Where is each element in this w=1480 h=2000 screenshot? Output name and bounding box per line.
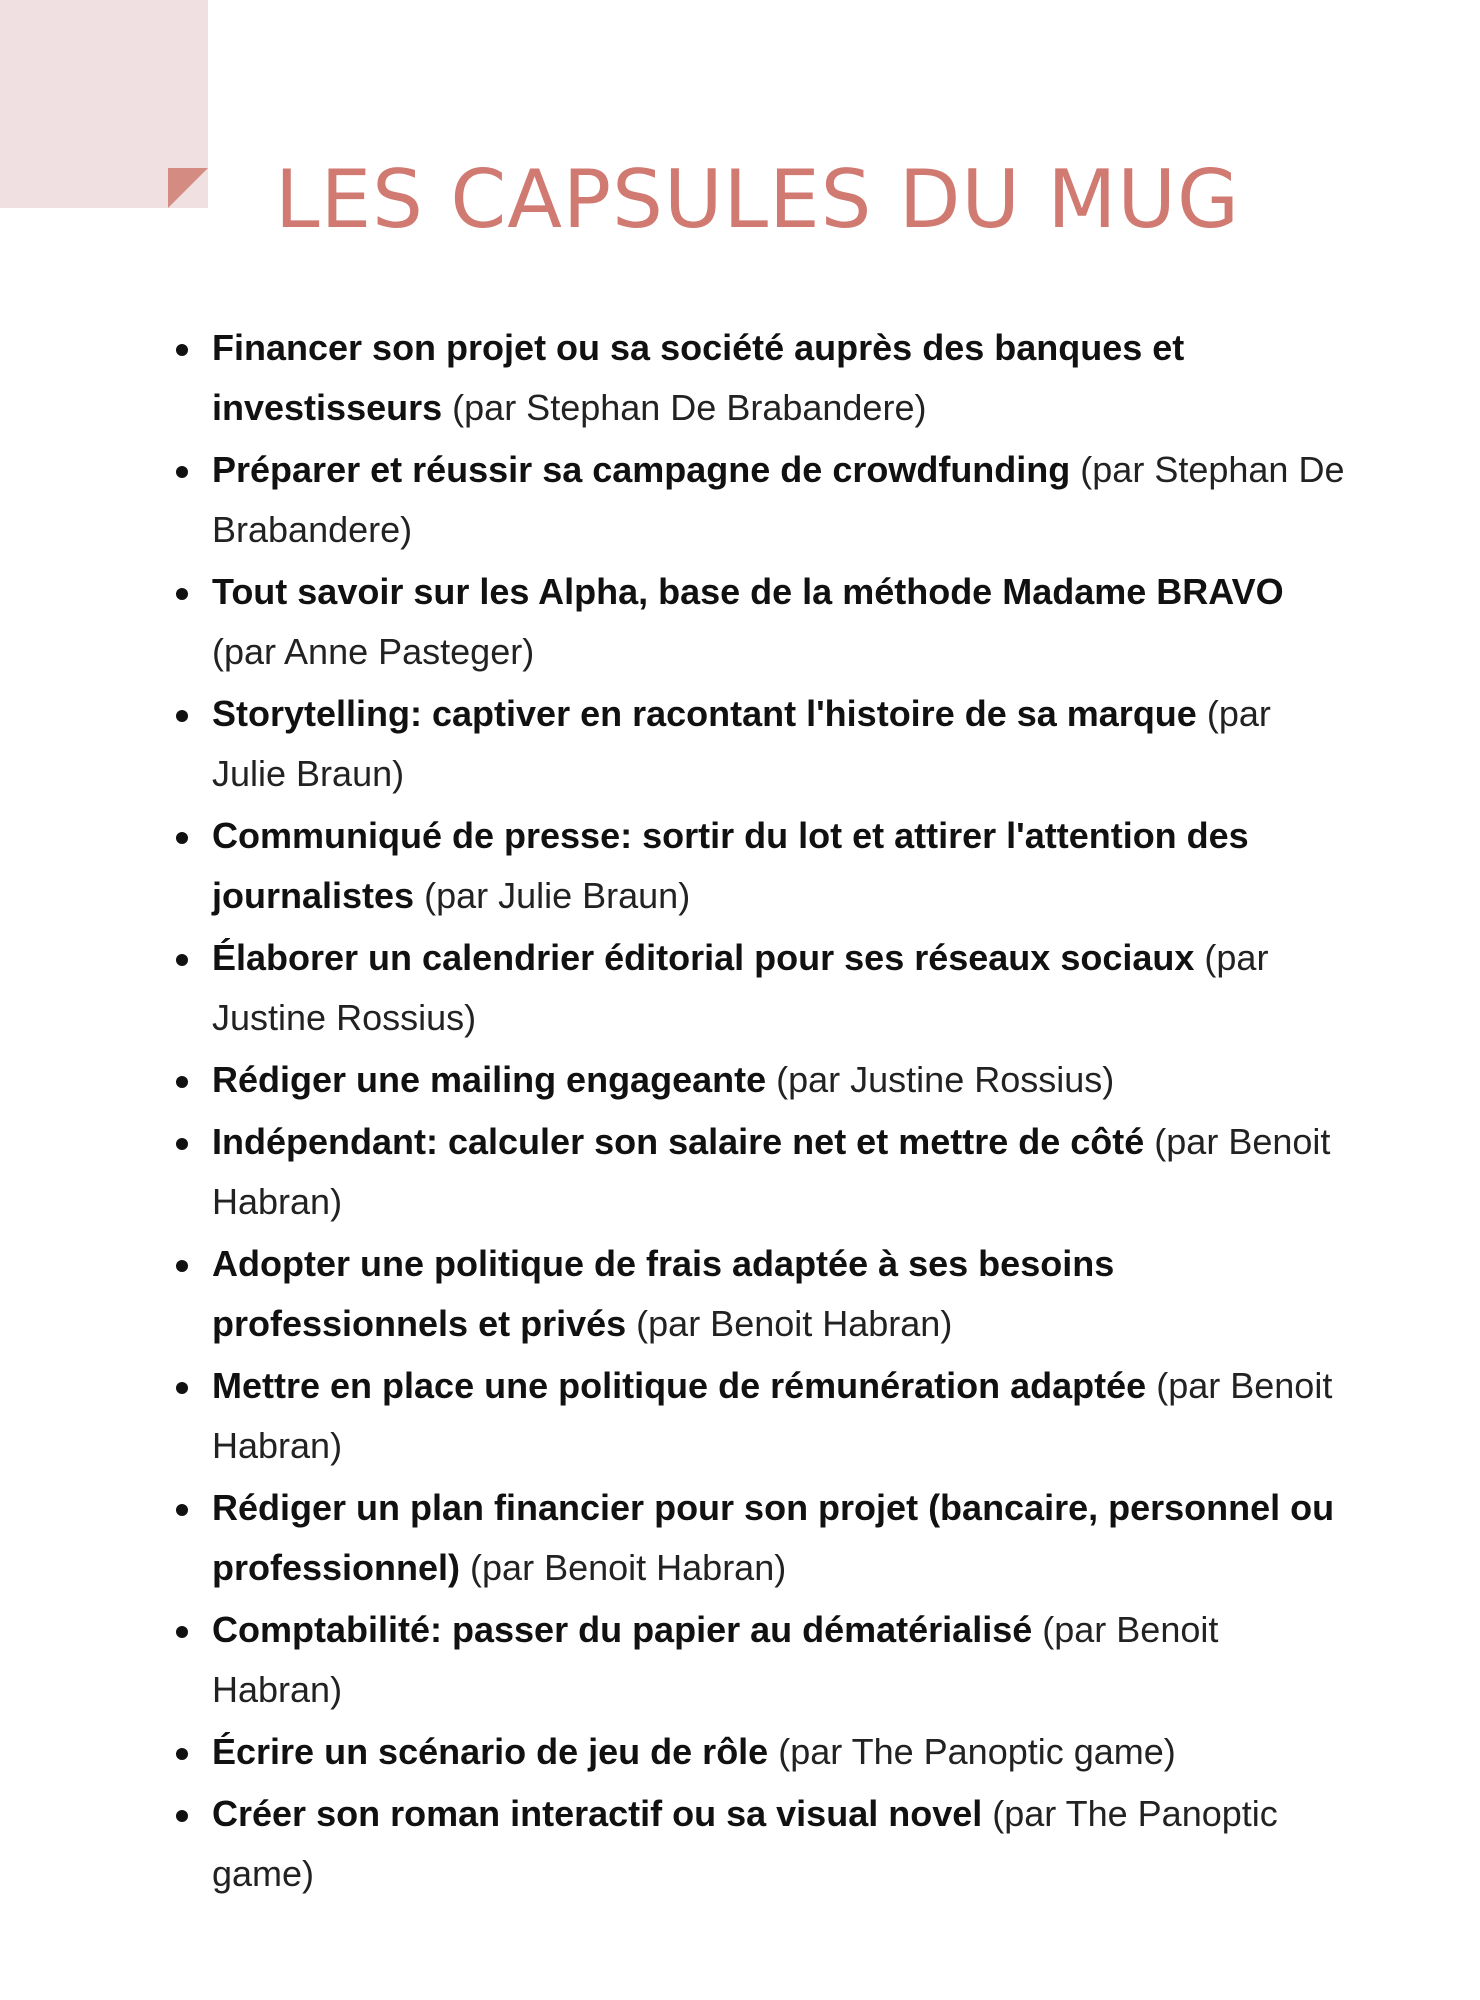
page-title: LES CAPSULES DU MUG (275, 153, 1240, 246)
list-item (170, 1600, 1350, 1720)
list-item (170, 1356, 1350, 1476)
capsule-title: Storytelling: captiver en racontant l'histoire de sa marque (212, 693, 1197, 734)
capsule-author: (par Benoit Habran) (636, 1303, 953, 1344)
capsule-author: (par Julie Braun) (424, 875, 691, 916)
list-item (170, 1478, 1350, 1598)
capsule-title: Financer son projet ou sa société auprès des banques et investisseurs (212, 327, 1185, 428)
capsule-title: Communiqué de presse: sortir du lot et attirer l'attention des journalistes (212, 815, 1249, 916)
capsule-title: Préparer et réussir sa campagne de crowdfunding (212, 449, 1071, 490)
capsule-author: (par Anne Pasteger) (212, 631, 535, 672)
list-item (170, 928, 1350, 1048)
list-item (170, 684, 1350, 804)
capsule-title: Mettre en place une politique de rémunération adaptée (212, 1365, 1147, 1406)
bullet-icon (176, 466, 188, 478)
capsule-title: Rédiger un plan financier pour son projet (bancaire, personnel ou professionnel) (212, 1487, 1335, 1588)
capsule-author: (par Benoit Habran) (470, 1547, 787, 1588)
capsule-author: (par Stephan De Brabandere) (452, 387, 927, 428)
bullet-icon (176, 588, 188, 600)
capsule-title: Comptabilité: passer du papier au dématérialisé (212, 1609, 1033, 1650)
bullet-icon (176, 344, 188, 356)
capsule-list (170, 318, 1350, 1906)
list-item (170, 1784, 1350, 1904)
capsule-title: Écrire un scénario de jeu de rôle (212, 1731, 769, 1772)
capsule-author: (par Benoit Habran) (212, 1365, 1333, 1466)
bullet-icon (176, 1626, 188, 1638)
capsule-title: Créer son roman interactif ou sa visual novel (212, 1793, 983, 1834)
list-item (170, 440, 1350, 560)
capsule-author: (par Justine Rossius) (776, 1059, 1115, 1100)
bullet-icon (176, 832, 188, 844)
list-item (170, 562, 1350, 682)
corner-fold-triangle (168, 168, 208, 208)
bullet-icon (176, 1810, 188, 1822)
bullet-icon (176, 1260, 188, 1272)
capsule-title: Élaborer un calendrier éditorial pour ses réseaux sociaux (212, 937, 1195, 978)
list-item (170, 806, 1350, 926)
capsule-author: (par Julie Braun) (212, 693, 1271, 794)
bullet-icon (176, 954, 188, 966)
capsule-author: (par Stephan De Brabandere) (212, 449, 1345, 550)
capsule-title: Indépendant: calculer son salaire net et mettre de côté (212, 1121, 1145, 1162)
capsule-author: (par Benoit Habran) (212, 1121, 1331, 1222)
bullet-icon (176, 1382, 188, 1394)
capsule-title: Rédiger une mailing engageante (212, 1059, 767, 1100)
list-item (170, 318, 1350, 438)
capsule-author: (par The Panoptic game) (778, 1731, 1176, 1772)
capsule-author: (par Benoit Habran) (212, 1609, 1219, 1710)
capsule-title: Tout savoir sur les Alpha, base de la méthode Madame BRAVO (212, 571, 1284, 612)
capsule-title: Adopter une politique de frais adaptée à ses besoins professionnels et privés (212, 1243, 1115, 1344)
capsule-author: (par Justine Rossius) (212, 937, 1269, 1038)
list-item (170, 1234, 1350, 1354)
bullet-icon (176, 1138, 188, 1150)
list-item (170, 1112, 1350, 1232)
list-item (170, 1722, 1350, 1782)
bullet-icon (176, 1076, 188, 1088)
list-item (170, 1050, 1350, 1110)
bullet-icon (176, 1504, 188, 1516)
capsule-author: (par The Panoptic game) (212, 1793, 1278, 1894)
bullet-icon (176, 1748, 188, 1760)
bullet-icon (176, 710, 188, 722)
